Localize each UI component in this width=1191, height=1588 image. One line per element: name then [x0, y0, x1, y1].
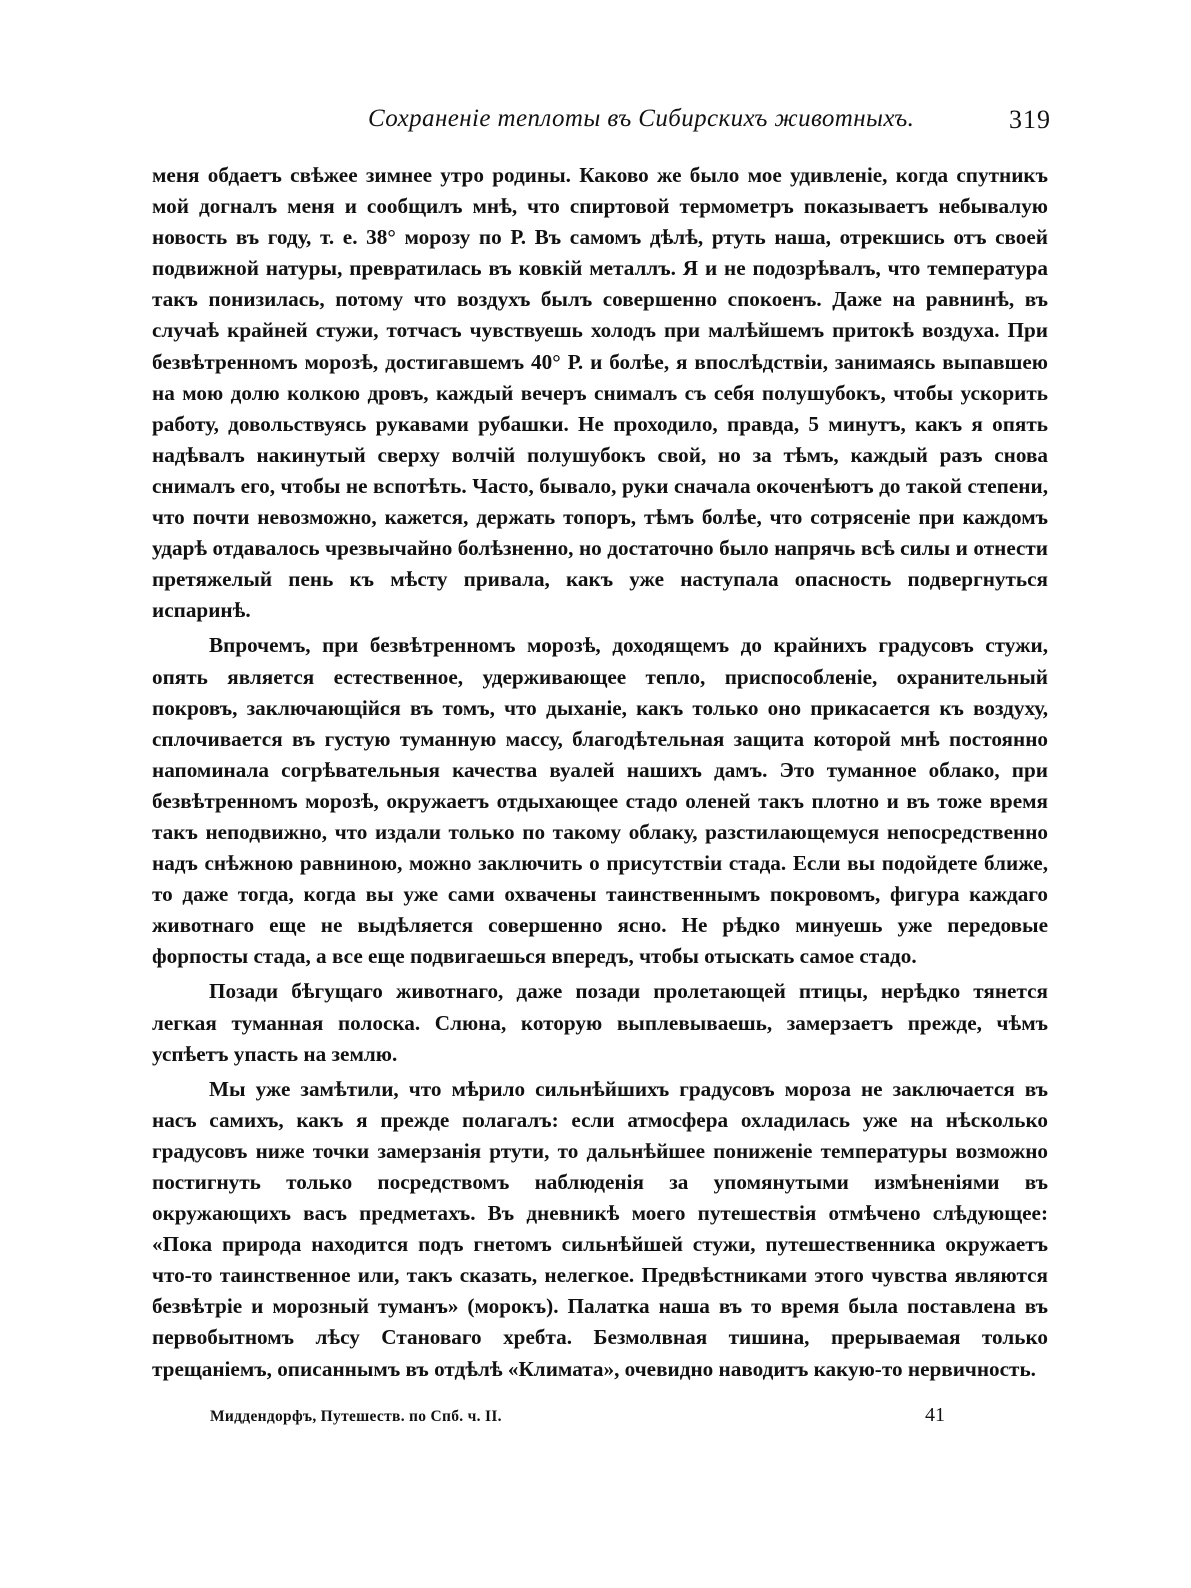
printer-signature: Миддендорфъ, Путешеств. по Спб. ч. II. — [210, 1408, 502, 1425]
page-footer — [210, 1404, 970, 1438]
paragraph-continued: меня обдаетъ свѣжее зимнее утро родины. Каково же было мое удивленіе, когда спутникъ мой догналъ меня и сообщилъ мнѣ, что спиртовой термометръ показываетъ небывалую новость въ году, т. е. 38° морозу по Р. Въ самомъ дѣлѣ, ртуть наша, отрекшись отъ своей подвижной натуры, превратилась въ ковкій металлъ. Я и не подозрѣвалъ, что температура такъ понизилась, потому что воздухъ былъ совершенно спокоенъ. Даже на равнинѣ, въ случаѣ крайней стужи, тотчасъ чувствуешь холодъ при малѣйшемъ притокѣ воздуха. При безвѣтренномъ морозѣ, достигавшемъ 40° Р. и болѣе, я впослѣдствіи, занимаясь выпавшею на мою долю колкою дровъ, каждый вечеръ снималъ съ себя полушубокъ, чтобы ускорить работу, довольствуясь рукавами рубашки. Не проходило, правда, 5 минутъ, какъ я опять надѣвалъ накинутый сверху волчій полушубокъ свой, но за тѣмъ, каждый разъ снова снималъ его, чтобы не вспотѣть. Часто, бывало, руки сначала окоченѣютъ до такой степени, что почти невозможно, кажется, держать топоръ, тѣмъ болѣе, что сотрясеніе при каждомъ ударѣ отдавалось чрезвычайно болѣзненно, но достаточно было напрячь всѣ силы и отнести претяжелый пень къ мѣсту привала, какъ уже наступала опасность подвергнуться испаринѣ. — [152, 163, 1048, 623]
sheet-number: 41 — [925, 1404, 945, 1426]
paragraph: Позади бѣгущаго животнаго, даже позади пролетающей птицы, нерѣдко тянется легкая туманная полоска. Слюна, которую выплевываешь, замерзаетъ прежде, чѣмъ успѣетъ упасть на землю. — [152, 979, 1048, 1066]
paragraph: Впрочемъ, при безвѣтренномъ морозѣ, доходящемъ до крайнихъ градусовъ стужи, опять является естественное, удерживающее тепло, приспособленіе, охранительный покровъ, заключающійся въ томъ, что дыханіе, какъ только оно прикасается къ воздуху, сплочивается въ густую туманную массу, благодѣтельная защита которой мнѣ постоянно напоминала согрѣвательныя качества вуалей нашихъ дамъ. Это туманное облако, при безвѣтренномъ морозѣ, окружаетъ отдыхающее стадо оленей такъ плотно и въ тоже время такъ неподвижно, что издали только по такому облаку, разстилающемуся непосредственно надъ снѣжною равниною, можно заключить о присутствіи стада. Если вы подойдете ближе, то даже тогда, когда вы уже сами охвачены таинственнымъ покровомъ, фигура каждаго животнаго еще не выдѣляется совершенно ясно. Не рѣдко минуешь уже передовые форпосты стада, а все еще подвигаешься впередъ, чтобы отыскать самое стадо. — [152, 633, 1048, 969]
paragraph: Мы уже замѣтили, что мѣрило сильнѣйшихъ градусовъ мороза не заключается въ насъ самихъ, какъ я прежде полагалъ: если атмосфера охладилась уже на нѣсколько градусовъ ниже точки замерзанія ртути, то дальнѣйшее пониженіе температуры возможно постигнуть только посредствомъ наблюденія за упомянутыми измѣненіями въ окружающихъ васъ предметахъ. Въ дневникѣ моего путешествія отмѣчено слѣдующее: «Пока природа находится подъ гнетомъ сильнѣйшей стужи, путешественника окружаетъ что-то таинственное или, такъ сказать, нелегкое. Предвѣстниками этого чувства являются безвѣтріе и морозный туманъ» (морокъ). Палатка наша въ то время была поставлена въ первобытномъ лѣсу Становаго хребта. Безмолвная тишина, прерываемая только трещаніемъ, описаннымъ въ отдѣлѣ «Климата», очевидно наводитъ какую-то нервичность. — [152, 1076, 1048, 1381]
body-text — [152, 160, 1048, 1385]
running-title: Сохраненіе теплоты въ Сибирскихъ животныхъ. — [368, 105, 915, 132]
running-head — [146, 105, 1051, 145]
page-number: 319 — [1009, 105, 1051, 134]
